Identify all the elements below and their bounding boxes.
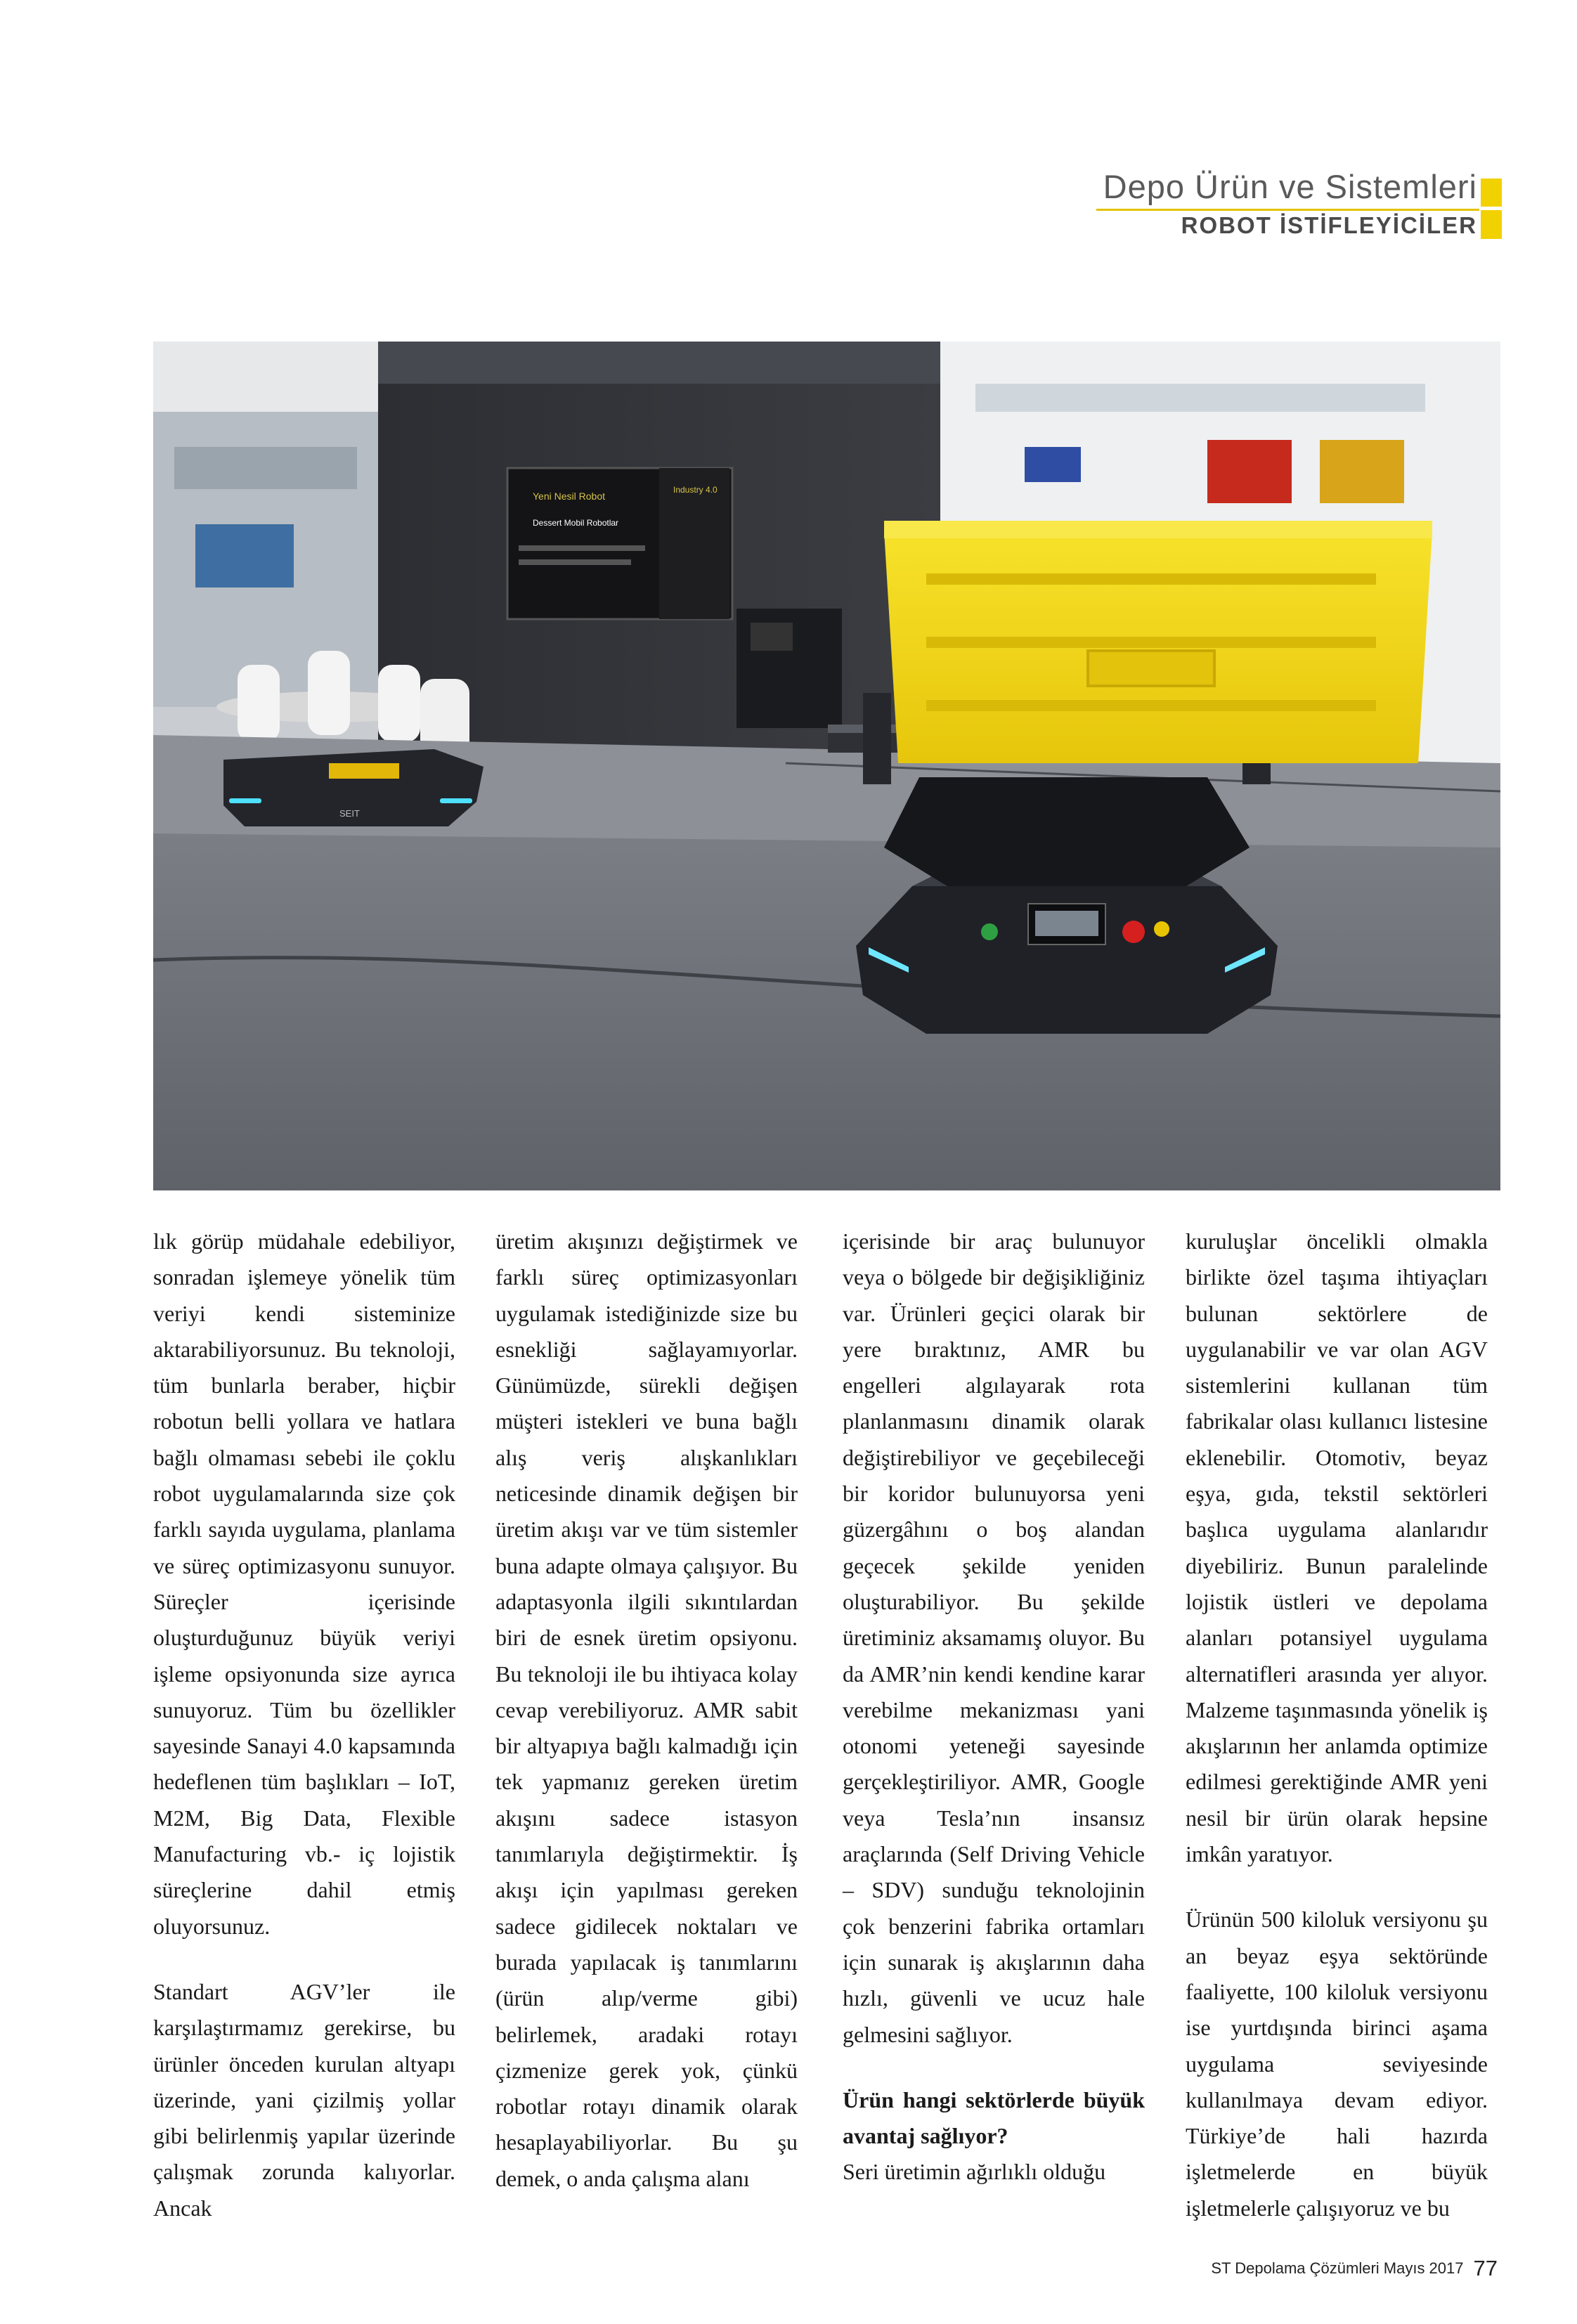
screen-title: Dessert Mobil Robotlar <box>533 518 619 528</box>
header-rule <box>1096 209 1479 211</box>
subheading: Ürün hangi sektörlerde büyük avantaj sağlıyor? <box>843 2086 1145 2149</box>
text-column-2 <box>495 1223 798 2197</box>
publication-name: ST Depolama Çözümleri Mayıs 2017 <box>1211 2259 1464 2277</box>
paragraph: Ürünün 500 kiloluk versiyonu şu an beyaz eşya sektöründe faaliyette, 100 kiloluk versiyonu ise yurtdışında birinci aşama uygulama seviyesinde kullanılmaya devam ediyor. Türkiye’de hali hazırda işletmelerde en büyük işletmelerle çalışıyoruz ve bu <box>1186 1907 1488 2221</box>
screen-badge: Industry 4.0 <box>673 485 718 495</box>
paragraph: lık görüp müdahale edebiliyor, sonradan işlemeye yönelik tüm veriyi kendi sisteminize aktarabiliyorsunuz. Bu teknoloji, tüm bunlarla beraber, hiçbir robotun belli yollara ve hatlara bağlı olmaması sebebi ile çoklu robot uygulamalarında size çok farklı sayıda uygulama, planlama ve süreç optimizasyonu sunuyor. Süreçler içerisinde oluşturduğunuz büyük veriyi işleme opsiyonunda size ayrıca sunuyoruz. Tüm bu özellikler sayesinde Sanayi 4.0 kapsamında hedeflenen tüm başlıkları – IoT, M2M, Big Data, Flexible Manufacturing vb.- iç lojistik süreçlerine dahil etmiş oluyorsunuz. <box>153 1228 455 1939</box>
robot-brand: SEIT <box>339 808 360 819</box>
page-number: 77 <box>1473 2256 1498 2280</box>
svg-text:Yeni Nesil Robot: Yeni Nesil Robot <box>533 491 605 502</box>
topic-title: ROBOT İSTİFLEYİCİLER <box>1181 212 1477 238</box>
header-accent-bar <box>1481 178 1502 239</box>
page-footer <box>1211 2257 1498 2279</box>
paragraph: Standart AGV’ler ile karşılaştırmamız gerekirse, bu ürünler önceden kurulan altyapı üzerinde, yani çizilmiş yollar gibi belirlenmiş yapılar üzerinde çalışmak zorunda kalıyorlar. Ancak <box>153 1978 455 2221</box>
article-photo <box>153 342 1500 1190</box>
section-title: Depo Ürün ve Sistemleri <box>1103 168 1477 205</box>
text-column-3 <box>843 1223 1145 2190</box>
amr-robots-photo <box>153 342 1500 1190</box>
paragraph: üretim akışınızı değiştirmek ve farklı süreç optimizasyonları uygulamak istediğinizde size bu esnekliği sağlayamıyorlar. Günümüzde, sürekli değişen müşteri istekleri ve buna bağlı alış veriş alışkanlıkları neticesinde dinamik değişen bir üretim akışı var ve tüm sistemler buna adapte olmaya çalışıyor. Bu adaptasyonla ilgili sıkıntılardan biri de esnek üretim opsiyonu. Bu teknoloji ile bu ihtiyaca kolay cevap verebiliyoruz. AMR sabit bir altyapıya bağlı kalmadığı için tek yapmanız gereken üretim akışını sadece istasyon tanımlarıyla değiştirmektir. İş akışı için yapılması gereken sadece gidilecek noktaları ve burada yapılacak iş tanımlarını (ürün alıp/verme gibi) belirlemek, aradaki rotayı çizmenize gerek yok, çünkü robotlar rotayı dinamik olarak hesaplayabiliyorlar. Bu şu demek, o anda çalışma alanı <box>495 1228 798 2191</box>
small-amr-robot <box>223 749 484 826</box>
paragraph: kuruluşlar öncelikli olmakla birlikte özel taşıma ihtiyaçları bulunan sektörlere de uygulanabilir ve var olan AGV sistemlerini kullanan tüm fabrikalar olası kullanıcı listesine eklenebilir. Otomotiv, beyaz eşya, gıda, tekstil sektörleri başlıca uygulama alanlarıdır diyebiliriz. Bunun paralelinde lojistik üstleri ve depolama alanları potansiyel uygulama alternatifleri arasında yer alıyor. Malzeme taşınmasında yönelik iş akışlarının her anlamda optimize edilmesi gerektiğinde AMR yeni nesil bir ürün olarak hepsine imkân yaratıyor. <box>1186 1228 1488 1867</box>
text-column-4 <box>1186 1223 1488 2226</box>
paragraph: Seri üretimin ağırlıklı olduğu <box>843 2159 1106 2185</box>
paragraph: içerisinde bir araç bulunuyor veya o bölgede bir değişikliğiniz var. Ürünleri geçici olarak bir yere bıraktınız, AMR bu engelleri algılayarak rota planlanmasını dinamik olarak değiştirebiliyor ve geçebileceği bir koridor bulunuyorsa yeni güzergâhını o boş alandan geçecek şekilde yeniden oluşturabiliyor. Bu şekilde üretiminiz aksamamış oluyor. Bu da AMR’nin kendi kendine karar verebilme mekanizması yani otonomi yeteneği sayesinde gerçekleştiriliyor. AMR, Google veya Tesla’nın insansız araçlarında (Self Driving Vehicle – SDV) sunduğu teknolojinin çok benzerini fabrika ortamları için sunarak iş akışlarının daha hızlı, güvenli ve ucuz hale gelmesini sağlıyor. <box>843 1228 1145 2047</box>
text-column-1 <box>153 1223 455 2226</box>
